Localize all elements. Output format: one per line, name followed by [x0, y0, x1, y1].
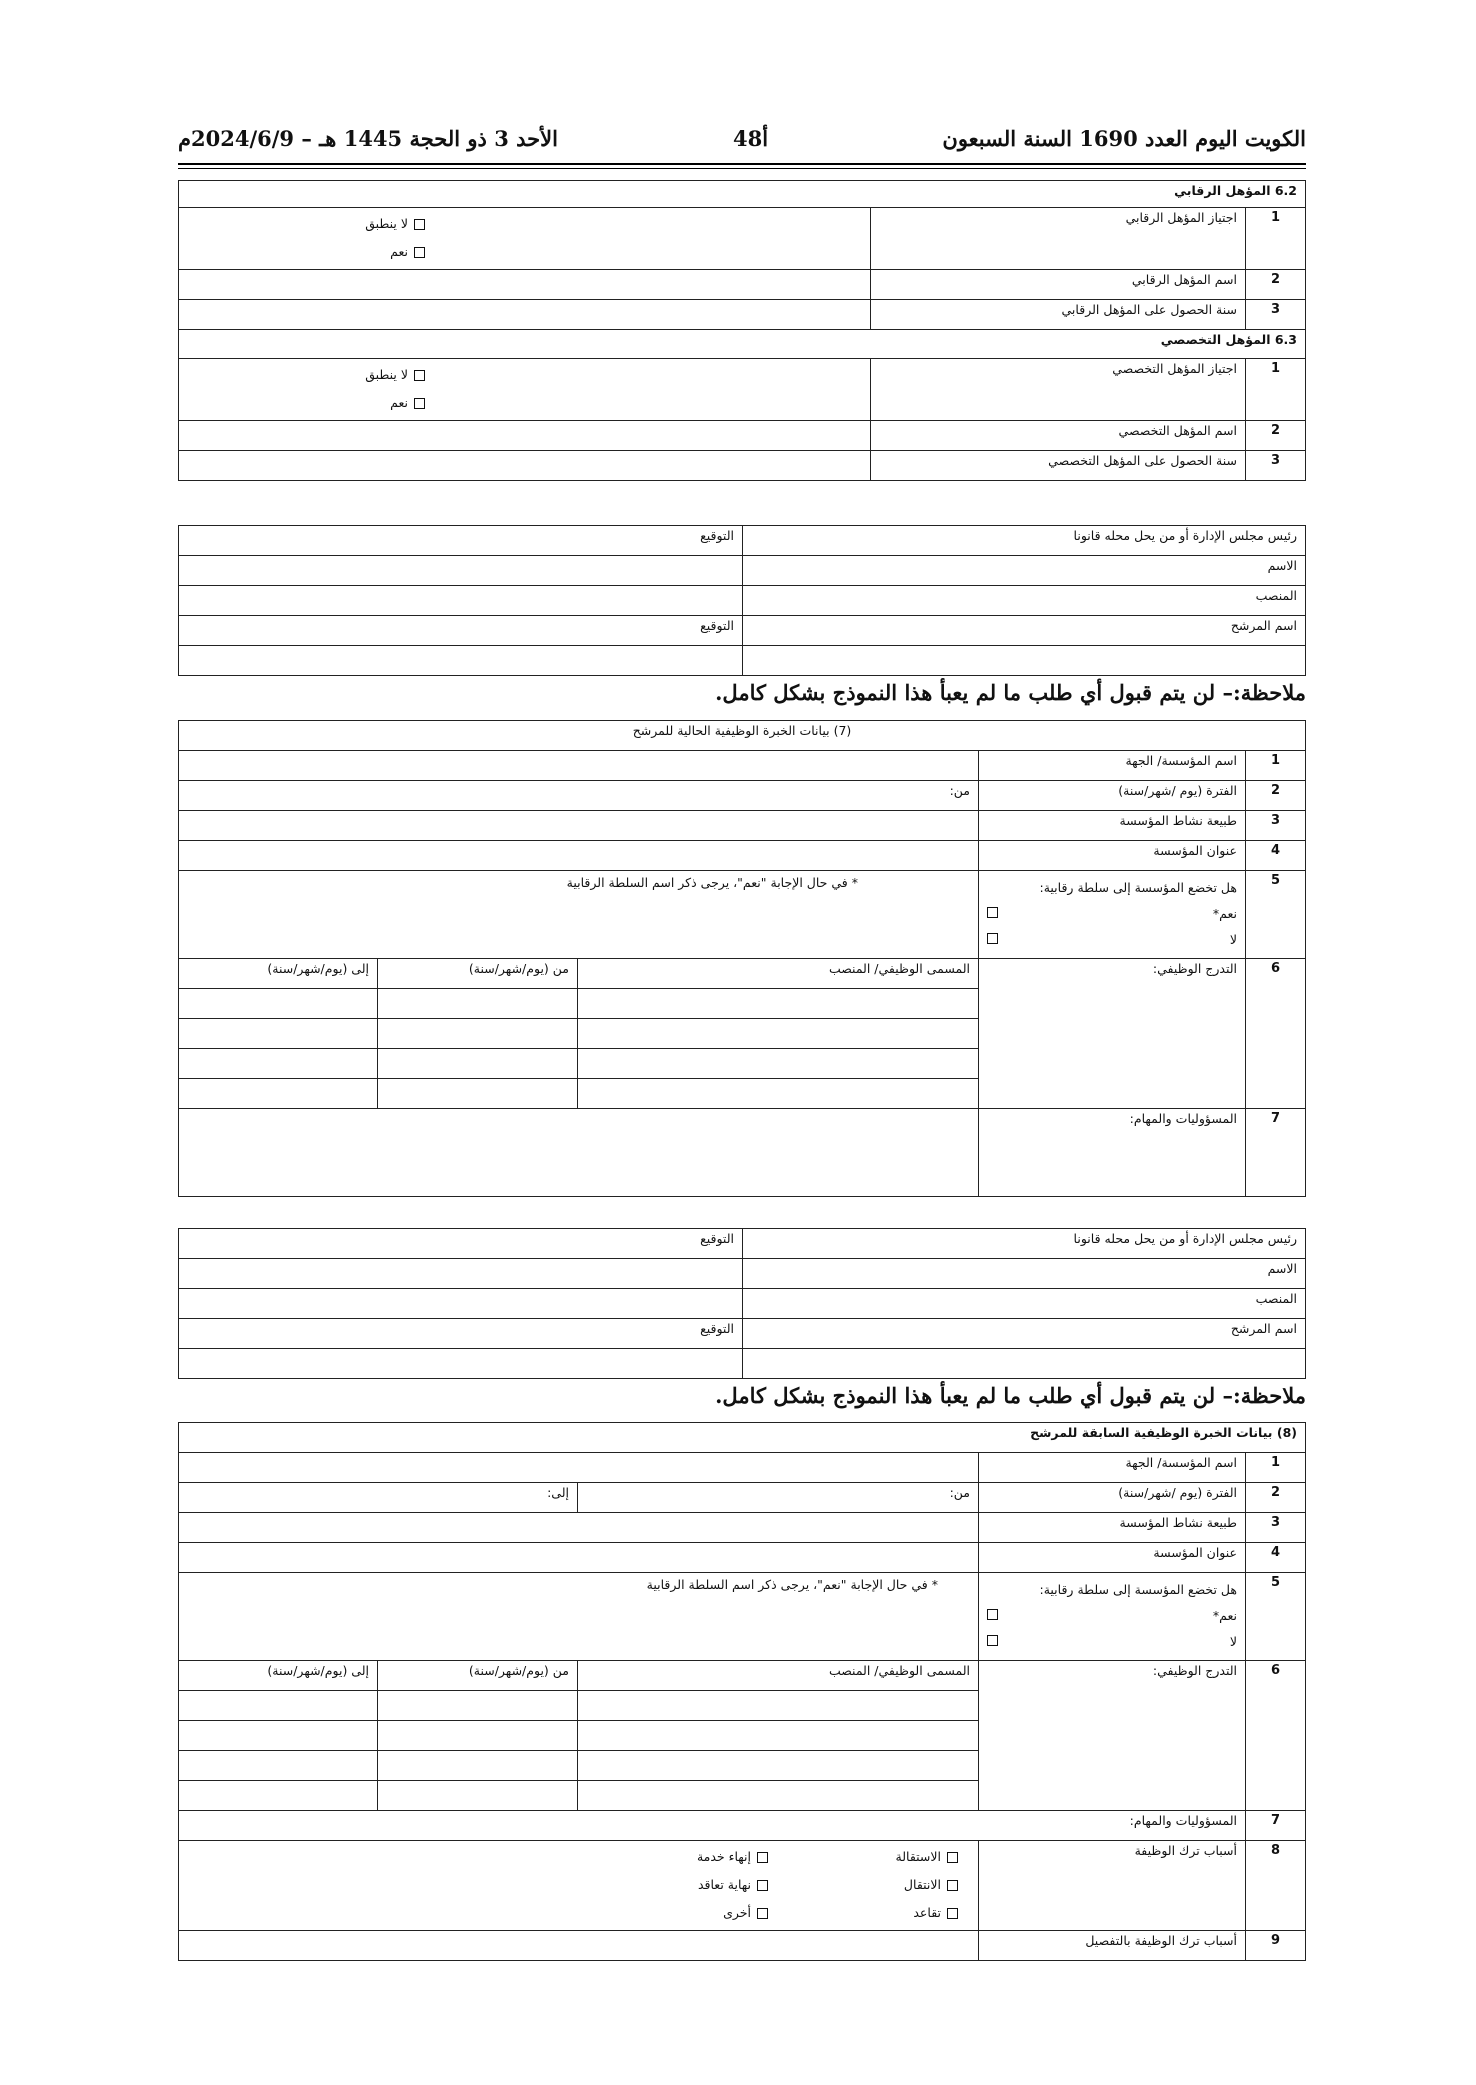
career-header-to: إلى (يوم/شهر/سنة): [179, 959, 378, 989]
career-header-from: من (يوم/شهر/سنة): [378, 1661, 578, 1691]
checkbox-icon[interactable]: [757, 1880, 768, 1891]
table-row: 1 اجتياز المؤهل التخصصي لا ينطبق نعم: [179, 359, 1306, 421]
section-7-title: (7) بيانات الخبرة الوظيفية الحالية للمرشح: [179, 721, 1306, 751]
leave-details-field[interactable]: [179, 1931, 979, 1961]
institution-field[interactable]: [179, 1453, 979, 1483]
checkbox-icon[interactable]: [947, 1880, 958, 1891]
candidate-signature-field[interactable]: [179, 1349, 743, 1379]
signature-label: التوقيع: [179, 616, 743, 646]
checkbox-icon[interactable]: [947, 1908, 958, 1919]
qualification-year-field[interactable]: [179, 300, 871, 330]
activity-field[interactable]: [179, 811, 979, 841]
issue-date: الأحد 3 ذو الحجة 1445 هـ – 2024/6/9م: [178, 126, 558, 151]
table-row: 2 اسم المؤهل التخصصي: [179, 421, 1306, 451]
checkbox-icon[interactable]: [757, 1852, 768, 1863]
reason-other[interactable]: أخرى: [578, 1899, 768, 1927]
reason-retirement[interactable]: تقاعد: [768, 1899, 958, 1927]
activity-field[interactable]: [179, 1513, 979, 1543]
checkbox-icon[interactable]: [414, 398, 425, 409]
checkbox-icon[interactable]: [987, 933, 998, 944]
career-header-title: المسمى الوظيفي/ المنصب: [578, 1661, 979, 1691]
period-field[interactable]: من:: [179, 781, 979, 811]
page-header: [178, 118, 1306, 158]
regulator-note: * في حال الإجابة "نعم"، يرجى ذكر اسم السلطة الرقابية: [179, 1573, 979, 1661]
header-rule-thin: [178, 168, 1306, 169]
table-row: 3 طبيعة نشاط المؤسسة: [179, 811, 1306, 841]
table-row: 2 الفترة (يوم /شهر/سنة) من:: [179, 781, 1306, 811]
checkbox-icon[interactable]: [987, 1609, 998, 1620]
checkbox-icon[interactable]: [414, 247, 425, 258]
table-row: 1 اجتياز المؤهل الرقابي لا ينطبق نعم: [179, 208, 1306, 270]
table-row: 2 الفترة (يوم /شهر/سنة) من: إلى:: [179, 1483, 1306, 1513]
table-row: 8 أسباب ترك الوظيفة الاستقالةإنهاء خدمة الانتقالنهاية تعاقد تقاعدأخرى: [179, 1841, 1306, 1931]
career-header-to: إلى (يوم/شهر/سنة): [179, 1661, 378, 1691]
period-to-field[interactable]: إلى:: [179, 1483, 578, 1513]
header-rule: [178, 163, 1306, 165]
table-row: 6 التدرج الوظيفي: المسمى الوظيفي/ المنصب من (يوم/شهر/سنة) إلى (يوم/شهر/سنة): [179, 1661, 1306, 1691]
option-no[interactable]: لا: [987, 927, 1237, 953]
signature-field[interactable]: [179, 556, 743, 586]
qualifications-table: [178, 180, 1306, 481]
table-row: 2 اسم المؤهل الرقابي: [179, 270, 1306, 300]
signature-field[interactable]: [179, 1259, 743, 1289]
table-row: 4 عنوان المؤسسة: [179, 841, 1306, 871]
checkbox-icon[interactable]: [414, 370, 425, 381]
career-header-from: من (يوم/شهر/سنة): [378, 959, 578, 989]
table-row: 9 أسباب ترك الوظيفة بالتفصيل: [179, 1931, 1306, 1961]
table-row: 7 المسؤوليات والمهام:: [179, 1109, 1306, 1197]
table-row: 3 طبيعة نشاط المؤسسة: [179, 1513, 1306, 1543]
table-row: 5 هل تخضع المؤسسة إلى سلطة رقابية: نعم* لا * في حال الإجابة "نعم"، يرجى ذكر اسم السلطة الرقابية: [179, 871, 1306, 959]
specialist-name-field[interactable]: [179, 421, 871, 451]
section-6-2-title: 6.2 المؤهل الرقابي: [179, 181, 1306, 208]
regulator-note: * في حال الإجابة "نعم"، يرجى ذكر اسم السلطة الرقابية: [179, 871, 979, 959]
form-note: ملاحظة:– لن يتم قبول أي طلب ما لم يعبأ هذا النموذج بشكل كامل.: [715, 680, 1306, 705]
table-row: 5 هل تخضع المؤسسة إلى سلطة رقابية: نعم* لا * في حال الإجابة "نعم"، يرجى ذكر اسم السلطة الرقابية: [179, 1573, 1306, 1661]
period-from-field[interactable]: من:: [578, 1483, 979, 1513]
signature-table-2: رئيس مجلس الإدارة أو من يحل محله قانونا التوقيع الاسم المنصب اسم المرشح التوقيع: [178, 1228, 1306, 1379]
section-8-title: (8) بيانات الخبرة الوظيفية السابقة للمرشح: [179, 1423, 1306, 1453]
option-not-applicable[interactable]: لا ينطبق: [187, 210, 425, 238]
reason-contract-end[interactable]: نهاية تعاقد: [578, 1871, 768, 1899]
table-row: 6 التدرج الوظيفي: المسمى الوظيفي/ المنصب من (يوم/شهر/سنة) إلى (يوم/شهر/سنة): [179, 959, 1306, 989]
qualification-name-field[interactable]: [179, 270, 871, 300]
checkbox-icon[interactable]: [947, 1852, 958, 1863]
option-yes[interactable]: نعم*: [987, 1603, 1237, 1629]
table-row: 3 سنة الحصول على المؤهل الرقابي: [179, 300, 1306, 330]
option-no[interactable]: لا: [987, 1629, 1237, 1655]
table-row: 7 المسؤوليات والمهام:: [179, 1811, 1306, 1841]
table-row: 3 سنة الحصول على المؤهل التخصصي: [179, 451, 1306, 481]
signature-table-1: رئيس مجلس الإدارة أو من يحل محله قانونا التوقيع الاسم المنصب اسم المرشح التوقيع: [178, 525, 1306, 676]
candidate-signature-field[interactable]: [179, 646, 743, 676]
checkbox-icon[interactable]: [987, 1635, 998, 1646]
page-number: 48أ: [733, 126, 769, 151]
address-field[interactable]: [179, 1543, 979, 1573]
signature-label: التوقيع: [179, 1319, 743, 1349]
previous-experience-table: [178, 1422, 1306, 1961]
leave-reasons: [179, 1841, 979, 1931]
signature-label: التوقيع: [179, 526, 743, 556]
specialist-year-field[interactable]: [179, 451, 871, 481]
checkbox-icon[interactable]: [757, 1908, 768, 1919]
reason-resignation[interactable]: الاستقالة: [768, 1843, 958, 1871]
option-yes[interactable]: نعم: [187, 389, 425, 417]
address-field[interactable]: [179, 841, 979, 871]
checkbox-icon[interactable]: [414, 219, 425, 230]
table-row: 4 عنوان المؤسسة: [179, 1543, 1306, 1573]
publication-title: الكويت اليوم العدد 1690 السنة السبعون: [942, 126, 1306, 151]
section-6-3-title: 6.3 المؤهل التخصصي: [179, 330, 1306, 359]
table-row: 1 اسم المؤسسة/ الجهة: [179, 751, 1306, 781]
option-yes[interactable]: نعم: [187, 238, 425, 266]
option-not-applicable[interactable]: لا ينطبق: [187, 361, 425, 389]
current-experience-table: [178, 720, 1306, 1197]
reason-termination[interactable]: إنهاء خدمة: [578, 1843, 768, 1871]
checkbox-icon[interactable]: [987, 907, 998, 918]
responsibilities-field[interactable]: [179, 1109, 979, 1197]
table-row: 1 اسم المؤسسة/ الجهة: [179, 1453, 1306, 1483]
option-yes[interactable]: نعم*: [987, 901, 1237, 927]
institution-field[interactable]: [179, 751, 979, 781]
signature-label: التوقيع: [179, 1229, 743, 1259]
form-note: ملاحظة:– لن يتم قبول أي طلب ما لم يعبأ هذا النموذج بشكل كامل.: [715, 1383, 1306, 1408]
reason-transfer[interactable]: الانتقال: [768, 1871, 958, 1899]
career-header-title: المسمى الوظيفي/ المنصب: [578, 959, 979, 989]
